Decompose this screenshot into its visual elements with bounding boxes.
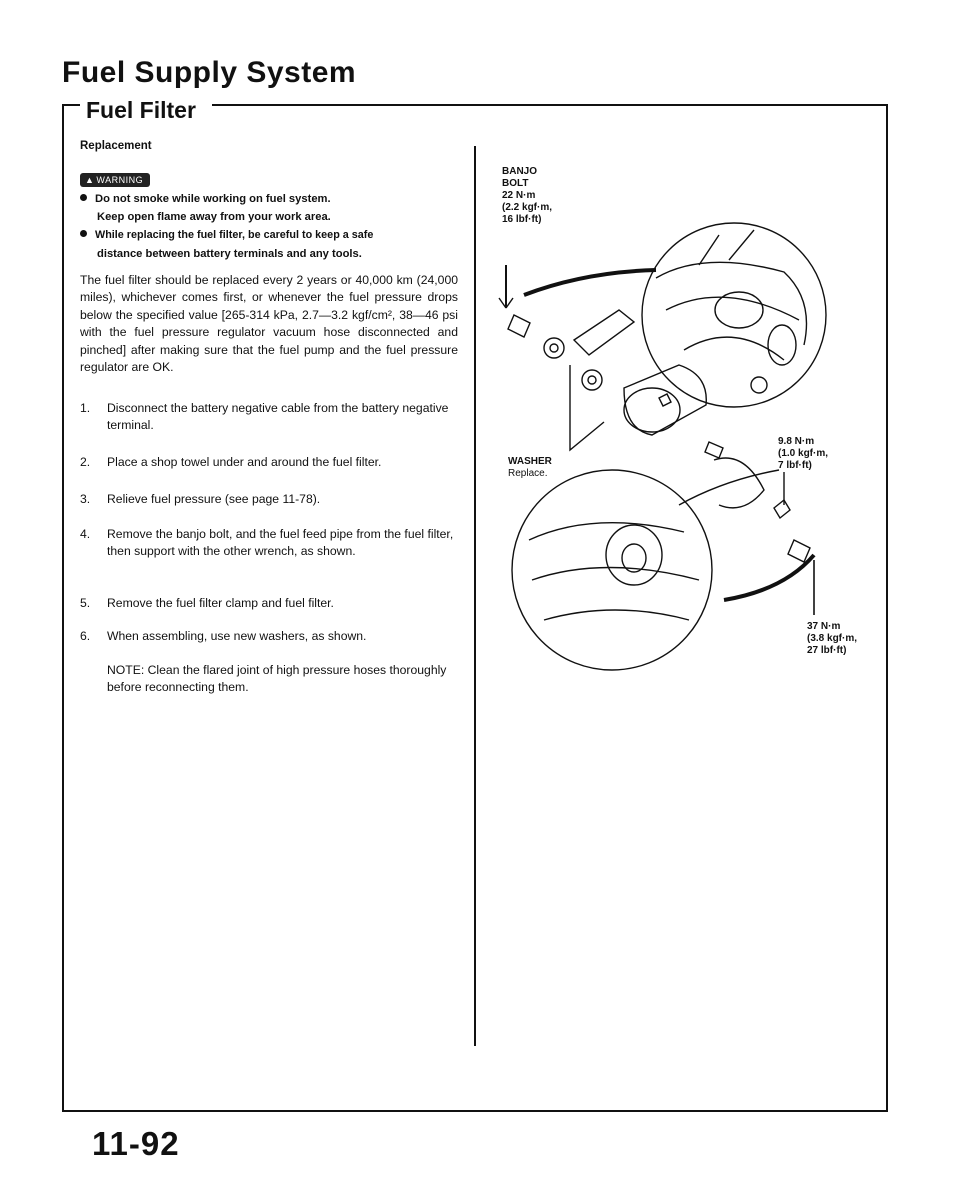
warning-2-line-2: distance between battery terminals and any tools. [97, 248, 362, 260]
replacement-heading: Replacement [80, 140, 152, 152]
step-text: Place a shop towel under and around the fuel filter. [107, 455, 382, 469]
clamp-torque-callout [778, 436, 828, 472]
upper-detail-circle [642, 223, 826, 407]
assembly-note: NOTE: Clean the flared joint of high pressure hoses thoroughly before reconnecting them. [107, 663, 447, 695]
step-2 [80, 454, 460, 471]
clamp-bolt-shape [705, 442, 723, 458]
fuel-feed-pipe-shape [574, 310, 634, 355]
step-number: 2. [80, 455, 91, 469]
clamp-callout-line-3: 7 lbf·ft) [778, 460, 812, 471]
warning-badge [80, 173, 150, 187]
banjo-callout-line-2: BOLT [502, 178, 529, 189]
step-text: Remove the fuel filter clamp and fuel filter. [107, 596, 334, 610]
warning-2-line-1: While replacing the fuel filter, be careful to keep a safe [95, 229, 374, 241]
step-3 [80, 491, 460, 508]
step-text: Relieve fuel pressure (see page 11-78). [107, 492, 321, 506]
step-number: 4. [80, 527, 91, 541]
step-5 [80, 595, 460, 612]
washer-callout [508, 456, 552, 480]
washer-callout-line-2: Replace. [508, 468, 548, 479]
warning-1-line-1: Do not smoke while working on fuel system. [95, 193, 331, 205]
step-number: 3. [80, 492, 91, 506]
fitting-torque-callout [807, 621, 857, 657]
bullet-icon [80, 194, 87, 201]
step-4 [80, 526, 460, 561]
fitting-callout-line-3: 27 lbf·ft) [807, 645, 847, 656]
warning-item-2 [80, 229, 373, 241]
step-number: 5. [80, 596, 91, 610]
warning-item-1-cont [80, 211, 331, 223]
frame-top-right-rule [212, 104, 886, 106]
step-number: 6. [80, 629, 91, 643]
banjo-bolt-shape [508, 315, 530, 337]
washer-shape [544, 338, 564, 358]
section-title: Fuel Filter [86, 97, 196, 123]
washer-callout-line-1: WASHER [508, 456, 552, 467]
clamp-callout-line-1: 9.8 N·m [778, 436, 815, 447]
step-text: Remove the banjo bolt, and the fuel feed pipe from the fuel filter, then support with the other wrench, as shown. [107, 527, 454, 559]
fitting-callout-line-2: (3.8 kgf·m, [807, 633, 858, 644]
warning-badge-label: WARNING [96, 175, 144, 185]
clamp-callout-line-2: (1.0 kgf·m, [778, 448, 829, 459]
warning-triangle-icon: ▲ [85, 175, 95, 185]
banjo-bolt-callout [502, 166, 552, 226]
step-text: Disconnect the battery negative cable from the battery negative terminal. [107, 401, 449, 433]
banjo-callout-line-1: BANJO [502, 166, 538, 177]
step-1 [80, 400, 460, 435]
warning-1-line-2: Keep open flame away from your work area. [97, 211, 331, 223]
banjo-callout-line-3: 22 N·m [502, 190, 536, 201]
page-number: 11-92 [92, 1125, 180, 1162]
frame-top-left-rule [62, 104, 80, 106]
fitting-callout-line-1: 37 N·m [807, 621, 841, 632]
warning-item-1 [80, 193, 331, 205]
banjo-callout-line-5: 16 lbf·ft) [502, 214, 542, 225]
upper-fitting-shape [715, 292, 763, 328]
warning-item-2-cont [80, 248, 362, 260]
bullet-icon [80, 230, 87, 237]
banjo-callout-line-4: (2.2 kgf·m, [502, 202, 553, 213]
column-divider [474, 146, 476, 1046]
lower-fitting-shape [606, 525, 662, 585]
intro-paragraph: The fuel filter should be replaced every 2 years or 40,000 km (24,000 miles), whichever comes first, or whenever the fuel pressure drops below the specified value [265-314 kPa, 2.7—3.2 kgf/cm², 38—46 psi with the fuel pressure regulator vacuum hose disconnected and pinched] after making sure that the fuel pump and the fuel pressure regulator are OK. [80, 273, 458, 375]
lower-detail-circle [512, 470, 712, 670]
step-6 [80, 628, 460, 645]
page-title: Fuel Supply System [62, 56, 357, 89]
step-number: 1. [80, 401, 91, 415]
step-text: When assembling, use new washers, as shown. [107, 629, 367, 643]
